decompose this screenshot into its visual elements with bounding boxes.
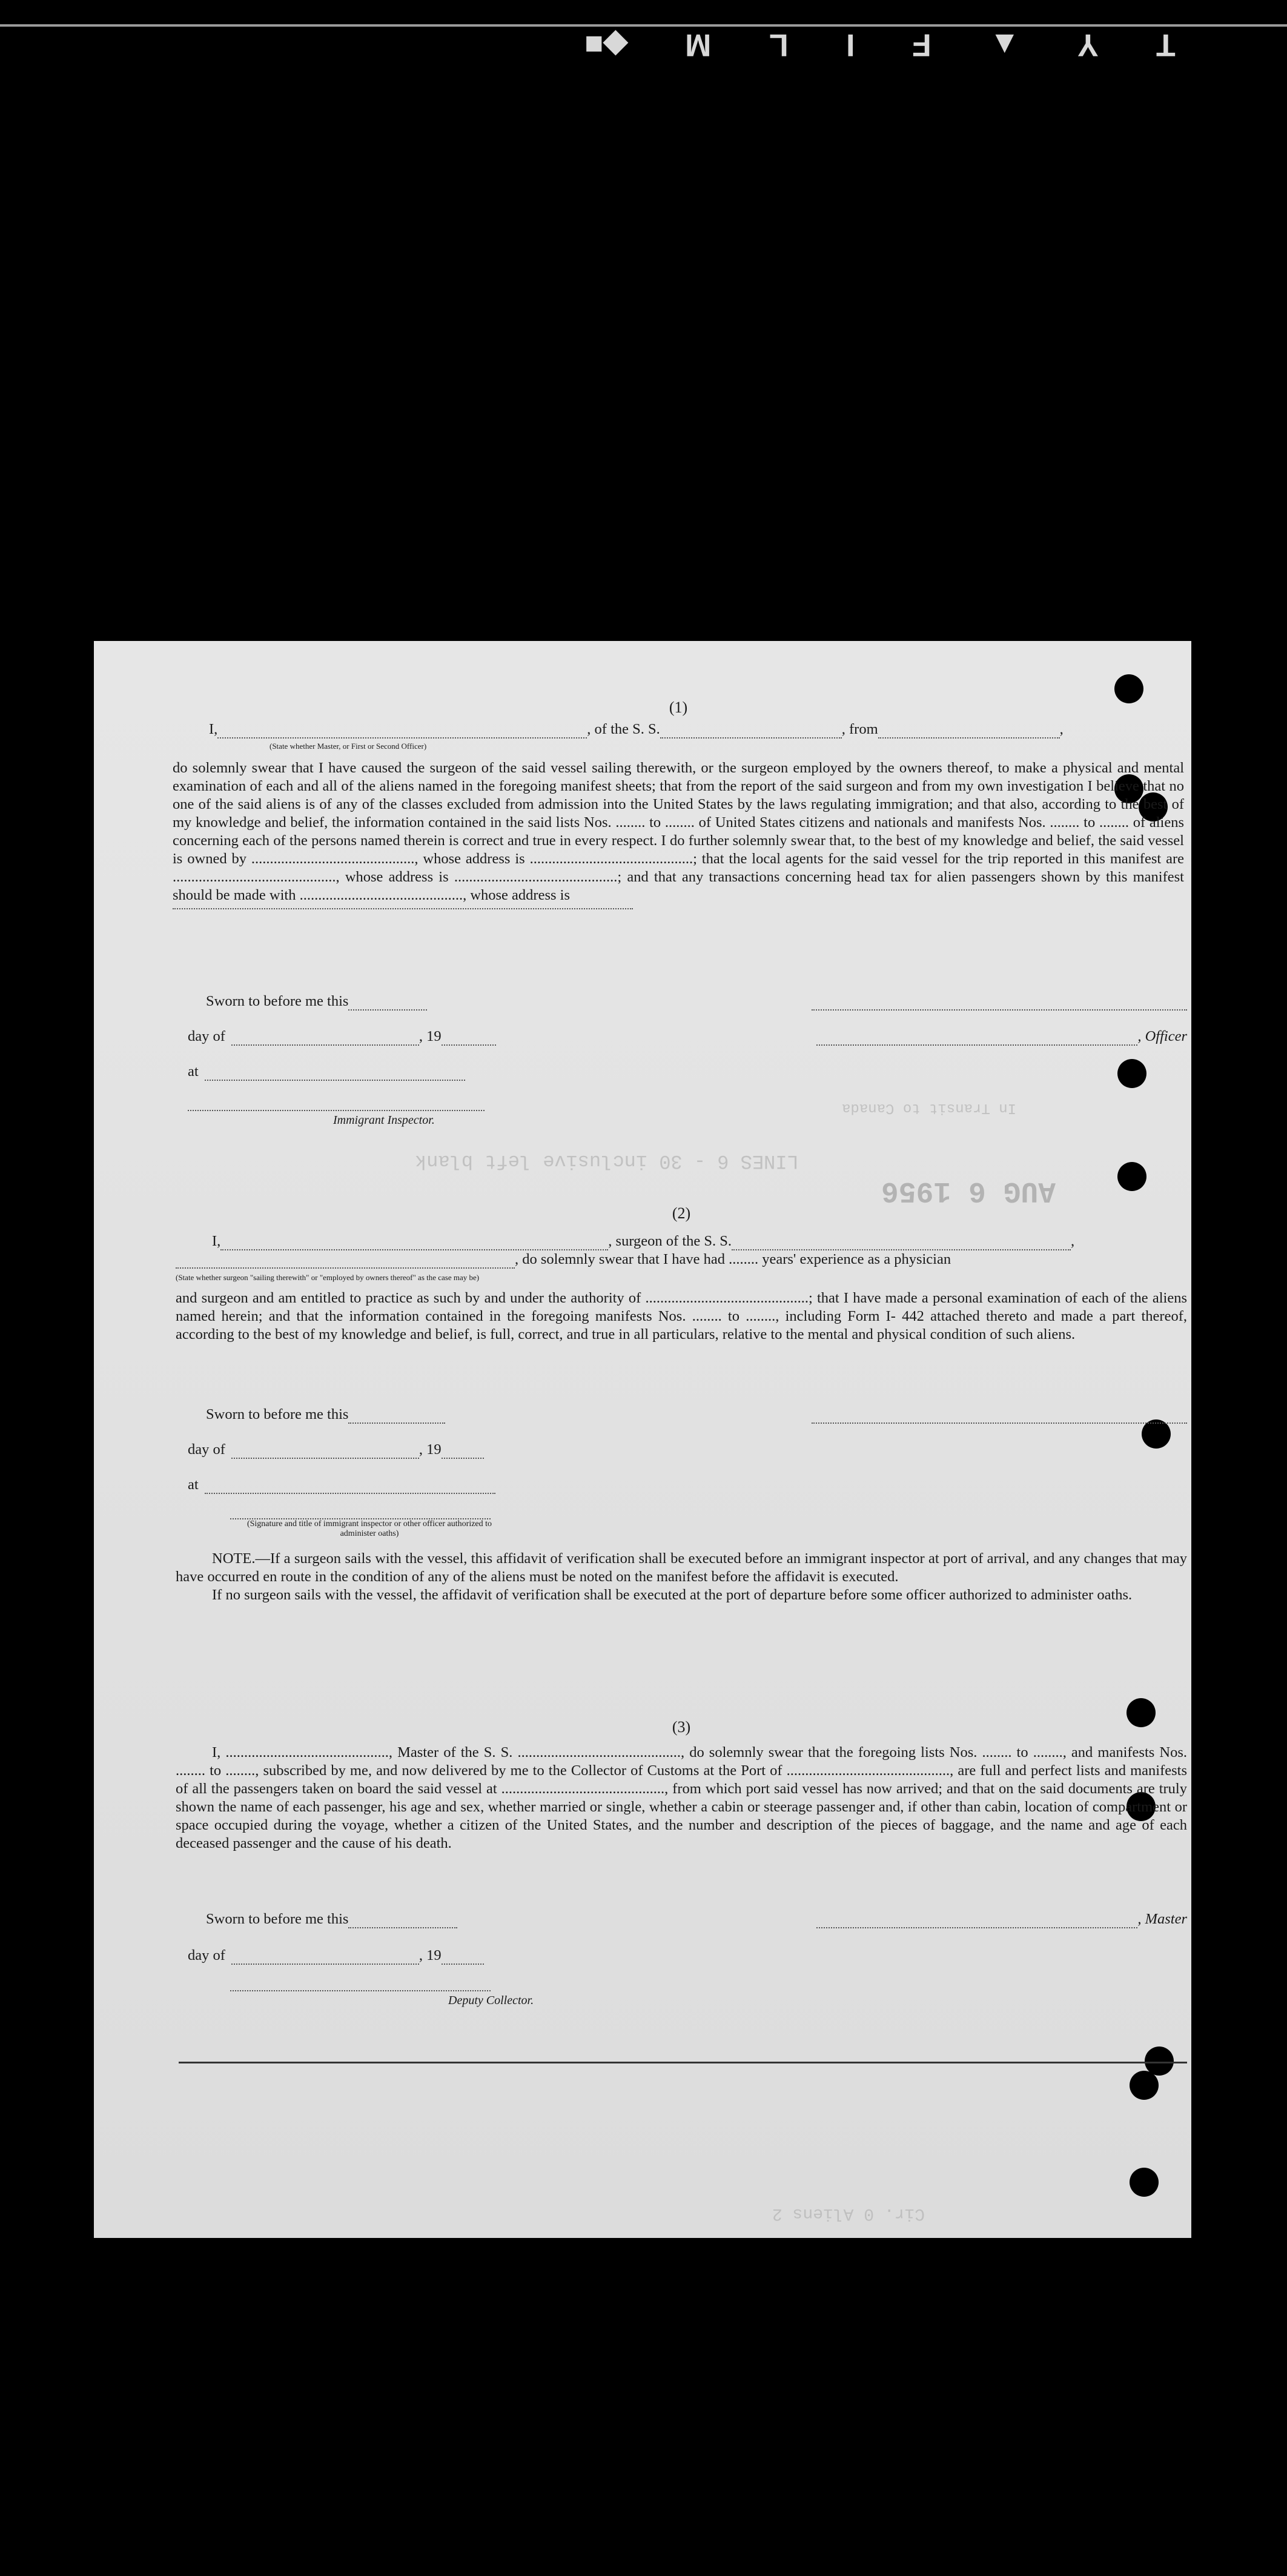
film-letter: ▲ xyxy=(988,27,1021,62)
year-text: , 19 xyxy=(419,1028,442,1044)
field-note: (State whether surgeon "sailing therewith" or "employed by owners thereof" as the case may be) xyxy=(176,1273,480,1282)
at-text: at xyxy=(188,1063,199,1080)
section-2 xyxy=(176,1204,1187,1344)
note-2: If no surgeon sails with the vessel, the affidavit of verification shall be executed at the port of departure before some officer authorized to administer oaths. xyxy=(212,1587,1133,1603)
film-letter: Y xyxy=(1077,27,1099,62)
sworn-text: Sworn to before me this xyxy=(206,993,349,1009)
sworn-text: Sworn to before me this xyxy=(206,1406,349,1422)
officer-title-field[interactable] xyxy=(816,1044,1137,1046)
section-number: (1) xyxy=(669,699,688,716)
note-1: NOTE.—If a surgeon sails with the vessel, this affidavit of verification shall be executed before an immigrant inspector at port of arrival, and any changes that may have occurred en route in the condition of any of the aliens must be noted on the manifest before the affidavit is executed. xyxy=(176,1550,1187,1585)
sworn-date-field[interactable] xyxy=(348,1927,457,1928)
master-signature-field[interactable] xyxy=(816,1927,1137,1928)
film-letter: L xyxy=(769,27,789,62)
section-3-sworn xyxy=(188,1910,1187,2010)
bleed-in-transit: In Transit to Canada xyxy=(842,1100,1017,1116)
film-letter: F xyxy=(911,27,931,62)
section-2-body: and surgeon and am entitled to practice as such by and under the authority of ............................................; that I have made a personal examination of each of the aliens named herein; and that the information contained in the foregoing manifests Nos. ........ to ........, including Form I- 442 attached thereto and made a part thereof, according to the best of my knowledge and belief, is full, correct, and true in all particulars, relative to the mental and physical condition of such aliens. xyxy=(176,1290,1187,1343)
year-text: , 19 xyxy=(419,1441,442,1458)
section-3-body: I, ............................................, Master of the S. S. ............................................, do solemnly swear that the foregoing lists Nos. ........ to ........, and manifests Nos. ........ to ........, subscribed by me, and now delivered by me to the Collector of Customs at the Port of ............................................, are full and perfect lists and manifests of all the passengers taken on board the said vessel at ............................................, from which port said vessel has now arrived; and that on the said documents are truly shown the name of each passenger, his age and sex, whether married or single, whether a cabin or steerage passenger and, if other than cabin, location of compartment or space occupied during the voyage, whether a citizen of the United States, and the number and description of the pieces of baggage, and the name and age of each deceased passenger and the cause of his death. xyxy=(176,1744,1187,1851)
section-1-body: do solemnly swear that I have caused the surgeon of the said vessel sailing therewith, or the surgeon employed by the owners thereof, to make a physical and mental examination of each and all of the aliens named in the foregoing manifest sheets; that from the report of the said surgeon and from my own investigation I believe that no one of the said aliens is of any of the classes excluded from admission into the United States by the laws regulating immigration; and that also, according to the best of my knowledge and belief, the information contained in the said lists Nos. ........ to ........ of United States citizens and nationals and manifests Nos. ........ to ........ of aliens concerning each of the persons named therein is correct and true in every respect. I do further solemnly swear that, to the best of my knowledge and belief, the said vessel is owned by ............................................, whose address is ............................................; that the local agents for the said vessel for the trip reported in this manifest are ............................................, whose address is ............................................; and that any transactions concerning head tax for alien passengers shown by this manifest should be made with ............................................, whose address is xyxy=(173,760,1184,903)
section-2-first-line: I, , surgeon of the S. S. , xyxy=(212,1233,1075,1249)
sworn-row xyxy=(188,1406,1187,1424)
day-of-text: day of xyxy=(188,1028,225,1044)
section-2-second-line xyxy=(176,1250,1187,1269)
text-from: , from xyxy=(841,721,878,737)
film-letter: ◆■ xyxy=(584,27,628,62)
day-field[interactable] xyxy=(231,1964,419,1965)
bottom-rule xyxy=(179,2062,1187,2063)
at-row xyxy=(188,1063,1187,1081)
surgeon-text: , surgeon of the S. S. xyxy=(608,1233,732,1249)
inspector-caption: Immigrant Inspector. xyxy=(333,1114,435,1127)
sworn-row xyxy=(188,992,1187,1011)
year-field[interactable] xyxy=(442,1964,484,1965)
field-note: (State whether Master, or First or Second Officer) xyxy=(270,742,427,751)
sworn-text: Sworn to before me this xyxy=(206,1911,349,1927)
day-of-text: day of xyxy=(188,1441,225,1458)
officer-signature-field[interactable] xyxy=(812,1009,1187,1011)
place-field[interactable] xyxy=(205,1493,495,1494)
deputy-caption: Deputy Collector. xyxy=(448,1994,534,2007)
at-row xyxy=(188,1476,1187,1494)
film-letter: T xyxy=(1156,27,1176,62)
ship-name-field[interactable] xyxy=(660,737,842,739)
year-field[interactable] xyxy=(442,1044,496,1046)
day-row xyxy=(188,1027,1187,1046)
punch-hole xyxy=(1117,1162,1146,1191)
text-i: I, xyxy=(209,721,218,737)
signature-caption: (Signature and title of immigrant inspector or other officer authorized to administer oaths) xyxy=(246,1519,492,1538)
note-block xyxy=(176,1550,1187,1604)
section-3 xyxy=(176,1718,1187,1853)
bleed-footer: Cir. 0 Aliens 2 xyxy=(772,2204,925,2223)
sworn-date-field[interactable] xyxy=(348,1422,445,1424)
film-letters xyxy=(584,29,1176,61)
day-row xyxy=(188,1947,1187,1965)
text-of-ss: , of the S. S. xyxy=(587,721,660,737)
section-1 xyxy=(173,699,1184,909)
bleed-stamp: AUG 6 1956 xyxy=(881,1174,1056,1207)
film-letter: M xyxy=(685,27,712,62)
section-number: (2) xyxy=(672,1204,691,1222)
document-page xyxy=(94,641,1191,2238)
day-of-text: day of xyxy=(188,1947,225,1964)
year-field[interactable] xyxy=(442,1458,484,1459)
punch-hole xyxy=(1130,2071,1159,2100)
day-field[interactable] xyxy=(231,1458,419,1459)
film-rule xyxy=(0,24,1287,27)
place-field[interactable] xyxy=(205,1080,465,1081)
day-row xyxy=(188,1441,1187,1459)
film-header xyxy=(0,0,1287,67)
experience-text: , do solemnly swear that I have had ........ years' experience as a physician xyxy=(515,1251,951,1267)
officer-text: , Officer xyxy=(1137,1028,1187,1044)
at-text: at xyxy=(188,1476,199,1493)
text-i: I, xyxy=(212,1233,221,1249)
sworn-date-field[interactable] xyxy=(348,1009,427,1011)
bleed-lines-note: LINES 6 - 30 inclusive left blank xyxy=(415,1150,799,1172)
from-port-field[interactable] xyxy=(878,737,1060,739)
section-1-sworn xyxy=(188,992,1187,1129)
film-letter: I xyxy=(845,27,855,62)
master-text: , Master xyxy=(1137,1911,1187,1927)
surgeon-signature-field[interactable] xyxy=(812,1422,1187,1424)
section-number: (3) xyxy=(672,1718,691,1736)
punch-hole xyxy=(1130,2168,1159,2197)
section-2-sworn xyxy=(188,1406,1187,1539)
section-1-first-line: I, , of the S. S. , from , xyxy=(209,721,1064,737)
day-field[interactable] xyxy=(231,1044,419,1046)
sworn-row xyxy=(188,1910,1187,1928)
address-line[interactable] xyxy=(173,908,633,909)
year-text: , 19 xyxy=(419,1947,442,1964)
